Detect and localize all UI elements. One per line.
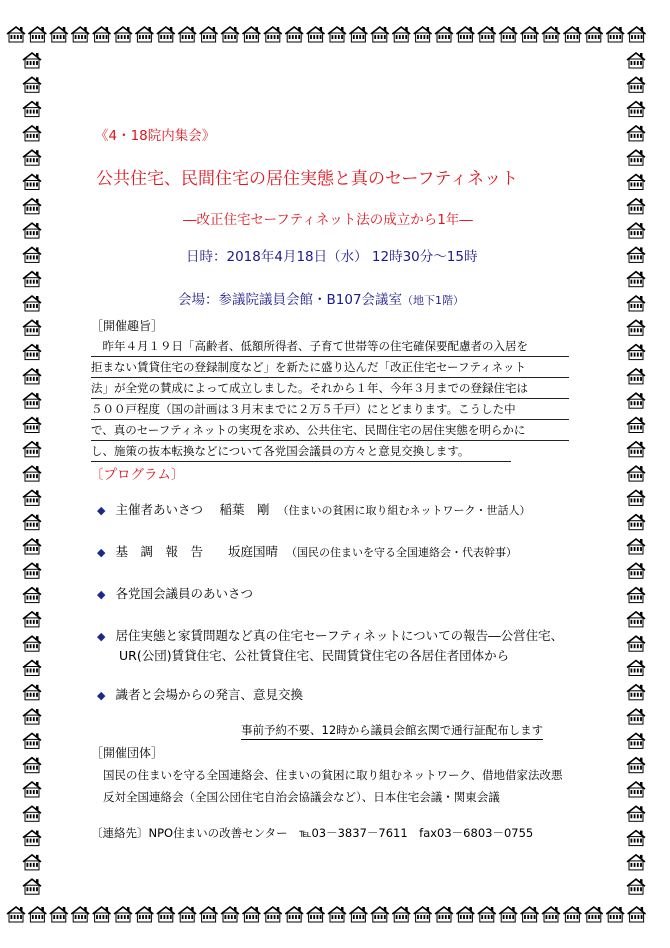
house-icon — [23, 782, 41, 797]
program-item-main: 主催者あいさつ 稲葉 剛 — [115, 502, 270, 517]
house-icon — [392, 907, 410, 922]
house-icon — [23, 831, 41, 846]
house-icon — [627, 77, 645, 92]
house-icon — [221, 27, 239, 42]
house-icon — [221, 907, 239, 922]
house-icon — [23, 418, 41, 433]
house-icon — [23, 806, 41, 821]
house-icon — [627, 442, 645, 457]
organizers-line: 国民の住まいを守る全国連絡会、住まいの貧困に取り組むネットワーク、借地借家法改悪 — [103, 768, 563, 782]
house-icon — [542, 907, 560, 922]
house-icon — [627, 369, 645, 384]
house-icon — [178, 27, 196, 42]
house-icon — [521, 27, 539, 42]
house-icon — [627, 855, 645, 870]
house-icon — [242, 907, 260, 922]
house-icon — [285, 27, 303, 42]
program-item-main: 各党国会議員のあいさつ — [115, 586, 253, 601]
diamond-bullet-icon: ◆ — [97, 504, 106, 517]
program-item — [97, 685, 303, 703]
house-icon — [628, 27, 646, 42]
program-item-main: 居住実態と家賃問題など真の住宅セーフティネットについての報告―公営住宅、 — [115, 628, 564, 643]
house-icon — [627, 272, 645, 287]
program-item-note: （住まいの貧困に取り組むネットワーク・世話人） — [277, 504, 531, 517]
program-item — [97, 584, 253, 602]
house-icon — [23, 53, 41, 68]
house-icon — [521, 907, 539, 922]
page-subtitle: ―改正住宅セーフティネット法の成立から1年― — [183, 212, 473, 228]
house-icon — [627, 733, 645, 748]
house-icon — [627, 490, 645, 505]
house-icon — [349, 907, 367, 922]
house-icon — [392, 27, 410, 42]
house-icon — [414, 27, 432, 42]
house-icon — [606, 907, 624, 922]
event-tag: 《4・18院内集会》 — [95, 128, 216, 144]
house-icon — [627, 53, 645, 68]
house-icon — [627, 563, 645, 578]
house-icon — [23, 612, 41, 627]
house-icon — [627, 418, 645, 433]
purpose-line: 拒まない賃貸住宅の登録制度など」を新たに盛り込んだ「改正住宅セーフティネット — [91, 357, 569, 378]
house-icon — [23, 685, 41, 700]
house-icon — [23, 393, 41, 408]
house-icon — [627, 466, 645, 481]
house-icon — [23, 855, 41, 870]
house-icon — [23, 296, 41, 311]
house-icon — [23, 758, 41, 773]
house-icon — [542, 27, 560, 42]
house-icon — [23, 320, 41, 335]
organizers-label: ［開催団体］ — [91, 746, 164, 760]
house-icon — [23, 223, 41, 238]
house-icon — [456, 907, 474, 922]
house-icon — [71, 27, 89, 42]
house-icon — [456, 27, 474, 42]
house-icon — [200, 907, 218, 922]
house-icon — [478, 907, 496, 922]
diamond-bullet-icon: ◆ — [97, 630, 106, 643]
house-icon — [285, 907, 303, 922]
house-icon — [23, 247, 41, 262]
house-icon — [93, 907, 111, 922]
house-icon — [157, 27, 175, 42]
house-icon — [23, 126, 41, 141]
house-icon — [627, 758, 645, 773]
house-icon — [200, 27, 218, 42]
house-icon — [23, 102, 41, 117]
program-item-continuation: UR(公団)賃貸住宅、公社賃貸住宅、民間賃貸住宅の各居住者団体から — [119, 648, 510, 663]
organizers-line: 反対全国連絡会（全国公団住宅自治会協議会など）、日本住宅会議・関東会議 — [103, 790, 500, 804]
program-item-main: 識者と会場からの発言、意見交換 — [115, 687, 303, 702]
house-icon — [435, 907, 453, 922]
program-item — [97, 542, 517, 560]
purpose-line: し、施策の抜本転換などについて各党国会議員の方々と意見交換します。 — [91, 441, 511, 462]
house-icon — [627, 393, 645, 408]
house-icon — [414, 907, 432, 922]
house-icon — [23, 709, 41, 724]
program-item — [97, 500, 530, 518]
house-icon — [627, 806, 645, 821]
house-icon — [135, 907, 153, 922]
house-icon — [627, 685, 645, 700]
house-icon — [50, 27, 68, 42]
house-icon — [135, 27, 153, 42]
house-icon — [349, 27, 367, 42]
house-icon — [264, 27, 282, 42]
house-icon — [23, 879, 41, 894]
house-icon — [157, 907, 175, 922]
program-item-main: 基 調 報 告 坂庭国晴 — [115, 544, 278, 559]
house-icon — [23, 515, 41, 530]
house-icon — [628, 907, 646, 922]
diamond-bullet-icon: ◆ — [97, 546, 106, 559]
house-icon — [627, 539, 645, 554]
house-icon — [242, 27, 260, 42]
program-label: 〔プログラム〕 — [90, 467, 185, 483]
house-icon — [371, 907, 389, 922]
notice-text: 事前予約不要、12時から議員会館玄関で通行証配布します — [241, 722, 543, 740]
house-icon — [93, 27, 111, 42]
house-icon — [627, 199, 645, 214]
purpose-label: ［開催趣旨］ — [91, 319, 164, 333]
house-icon — [23, 563, 41, 578]
house-icon — [627, 661, 645, 676]
house-icon — [23, 199, 41, 214]
house-icon — [71, 907, 89, 922]
house-icon — [178, 907, 196, 922]
contact-info: 〔連絡先〕NPO住まいの改善センター ℡03－3837－7611 fax03－6803－0755 — [91, 826, 534, 840]
page-title: 公共住宅、民間住宅の居住実態と真のセーフティネット — [96, 169, 519, 189]
venue-note: （地下1階） — [402, 294, 465, 307]
house-icon — [499, 27, 517, 42]
house-icon — [627, 175, 645, 190]
event-venue — [178, 288, 464, 308]
house-icon — [478, 27, 496, 42]
house-icon — [627, 879, 645, 894]
house-icon — [23, 150, 41, 165]
house-icon — [606, 27, 624, 42]
event-datetime: 日時：2018年4月18日（水） 12時30分～15時 — [186, 249, 478, 265]
house-icon — [499, 907, 517, 922]
house-icon — [28, 27, 46, 42]
house-icon — [23, 345, 41, 360]
diamond-bullet-icon: ◆ — [97, 588, 106, 601]
program-item-note: （国民の住まいを守る全国連絡会・代表幹事） — [285, 546, 517, 559]
house-icon — [50, 907, 68, 922]
house-icon — [23, 661, 41, 676]
house-icon — [627, 515, 645, 530]
house-icon — [23, 539, 41, 554]
house-icon — [23, 588, 41, 603]
house-icon — [328, 907, 346, 922]
house-icon — [23, 369, 41, 384]
house-icon — [114, 907, 132, 922]
purpose-line: 法」が全党の賛成によって成立しました。それから１年、今年３月までの登録住宅は — [91, 378, 569, 399]
house-icon — [28, 907, 46, 922]
house-icon — [627, 782, 645, 797]
house-icon — [627, 296, 645, 311]
house-icon — [23, 466, 41, 481]
house-icon — [7, 907, 25, 922]
purpose-line: 昨年４月１９日「高齢者、低額所得者、子育て世帯等の住宅確保要配慮者の入居を — [91, 336, 569, 357]
house-icon — [114, 27, 132, 42]
house-icon — [627, 320, 645, 335]
house-icon — [563, 27, 581, 42]
house-icon — [435, 27, 453, 42]
purpose-line: ５００戸程度（国の計画は３月末までに２万５千戸）にとどまります。こうした中 — [91, 399, 569, 420]
house-icon — [627, 126, 645, 141]
house-icon — [23, 175, 41, 190]
house-icon — [627, 223, 645, 238]
purpose-line: で、真のセーフティネットの実現を求め、公共住宅、民間住宅の居住実態を明らかに — [91, 420, 569, 441]
house-icon — [627, 588, 645, 603]
house-icon — [23, 490, 41, 505]
purpose-text — [91, 336, 569, 462]
house-icon — [585, 907, 603, 922]
program-item — [97, 626, 563, 644]
house-icon — [371, 27, 389, 42]
house-icon — [23, 733, 41, 748]
house-icon — [307, 907, 325, 922]
house-icon — [585, 27, 603, 42]
house-icon — [264, 907, 282, 922]
house-icon — [627, 831, 645, 846]
house-icon — [7, 27, 25, 42]
house-icon — [627, 612, 645, 627]
house-icon — [627, 636, 645, 651]
house-icon — [627, 709, 645, 724]
house-icon — [563, 907, 581, 922]
house-icon — [23, 77, 41, 92]
house-icon — [627, 345, 645, 360]
venue-text: 会場：参議院議員会館・B107会議室 — [178, 292, 403, 308]
house-icon — [627, 247, 645, 262]
house-icon — [627, 102, 645, 117]
diamond-bullet-icon: ◆ — [97, 689, 106, 702]
house-icon — [307, 27, 325, 42]
house-icon — [328, 27, 346, 42]
house-icon — [23, 272, 41, 287]
house-icon — [627, 150, 645, 165]
house-icon — [23, 636, 41, 651]
house-icon — [23, 442, 41, 457]
